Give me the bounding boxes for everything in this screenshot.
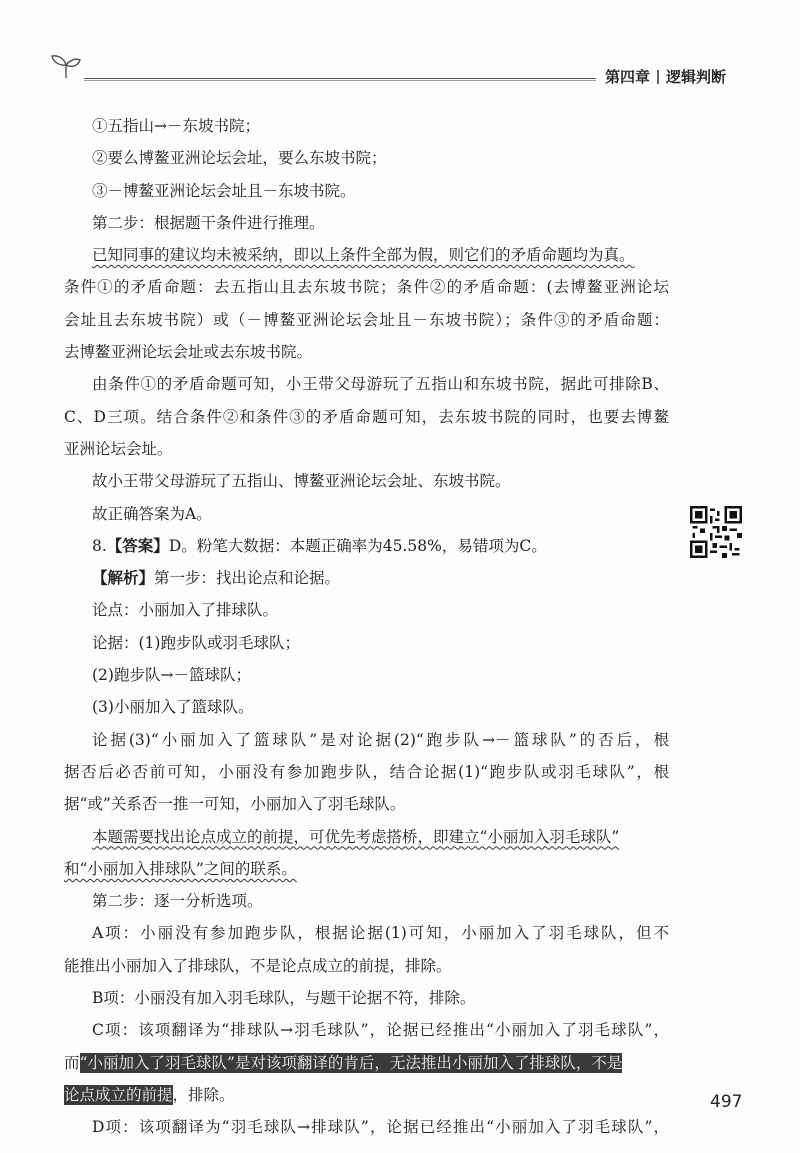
text-line: 第二步：根据题干条件进行推理。 <box>92 213 325 232</box>
page-header <box>0 0 800 100</box>
text-line: 去博鳌亚洲论坛会址或去东坡书院。 <box>64 343 313 362</box>
qr-code <box>690 506 742 558</box>
text-line: 条件①的矛盾命题：去五指山且去东坡书院；条件②的矛盾命题：(去博鳌亚洲论坛 <box>64 278 669 297</box>
wavy-underlined-text: 和“小丽加入排球队”之间的联系。 <box>64 859 297 878</box>
text-line: 故正确答案为A。 <box>92 504 212 523</box>
wavy-underlined-text: 本题需要找出论点成立的前提，可优先考虑搭桥，即建立“小丽加入羽毛球队” <box>92 827 620 846</box>
analysis-line <box>64 562 669 594</box>
text-line: (2)跑步队→－篮球队； <box>92 666 251 685</box>
text-line: C、D三项。结合条件②和条件③的矛盾命题可知，去东坡书院的同时，也要去博鳌 <box>64 407 669 426</box>
analysis-tag: 【解析】 <box>92 568 155 588</box>
conjunction-text: 而 <box>64 1053 80 1072</box>
chapter-label: 第四章 <box>605 68 651 86</box>
page-body <box>64 110 669 1144</box>
answer-line <box>64 530 669 562</box>
header-rule-thin <box>84 80 596 81</box>
text-line: D项：该项翻译为“羽毛球队→排球队”，论据已经推出“小丽加入了羽毛球队”， <box>92 1118 669 1137</box>
text-line: C项：该项翻译为“排球队→羽毛球队”，论据已经推出“小丽加入了羽毛球队”， <box>92 1021 669 1040</box>
text-line <box>64 853 669 885</box>
text-line: (3)小丽加入了篮球队。 <box>92 698 254 717</box>
text-line: 由条件①的矛盾命题可知，小王带父母游玩了五指山和东坡书院，据此可排除B、 <box>92 375 669 394</box>
text-line: 论据(3)“小丽加入了篮球队”是对论据(2)“跑步队→－篮球队”的否后，根 <box>92 730 669 749</box>
page-number: 497 <box>710 1092 743 1112</box>
answer-text: D。粉笔大数据：本题正确率为45.58%，易错项为C。 <box>168 536 547 555</box>
text-line: 论点：小丽加入了排球队。 <box>92 601 279 620</box>
text-line: ①五指山→－东坡书院； <box>92 117 260 135</box>
text-line <box>64 1079 669 1111</box>
chapter-separator <box>657 70 659 84</box>
highlighted-text: “小丽加入了羽毛球队”是对该项翻译的肯后，无法推出小丽加入了排球队，不是 <box>79 1053 623 1072</box>
text-line: 能推出小丽加入了排球队，不是论点成立的前提，排除。 <box>64 956 452 975</box>
text-line <box>64 821 669 853</box>
text-line: 论据：(1)跑步队或羽毛球队； <box>92 633 300 652</box>
text-line: ③－博鳌亚洲论坛会址且－东坡书院。 <box>92 181 356 200</box>
wavy-underlined-text: 已知同事的建议均未被采纳，即以上条件全部为假，则它们的矛盾命题均为真。 <box>92 246 635 265</box>
analysis-text: 第一步：找出论点和论据。 <box>154 569 341 588</box>
text-line: A项：小丽没有参加跑步队，根据论据(1)可知，小丽加入了羽毛球队，但不 <box>92 924 669 943</box>
question-number: 8. <box>92 536 107 555</box>
text-line: 据否后必否前可知，小丽没有参加跑步队，结合论据(1)“跑步队或羽毛球队”，根 <box>64 762 669 781</box>
answer-tag: 【答案】 <box>106 535 169 555</box>
text-line: 亚洲论坛会址。 <box>64 439 173 458</box>
text-line <box>64 239 669 271</box>
sprout-icon <box>50 52 82 80</box>
plain-text: ，排除。 <box>172 1085 235 1104</box>
chapter-title: 逻辑判断 <box>666 68 727 86</box>
text-line <box>64 1047 669 1079</box>
text-line: 第二步：逐一分析选项。 <box>92 892 263 911</box>
text-line: 据“或”关系否一推一可知，小丽加入了羽毛球队。 <box>64 795 406 814</box>
highlighted-text: 论点成立的前提 <box>64 1085 173 1104</box>
text-line: 故小王带父母游玩了五指山、博鳌亚洲论坛会址、东坡书院。 <box>92 472 511 491</box>
text-line: B项：小丽没有加入羽毛球队，与题干论据不符，排除。 <box>92 989 476 1008</box>
chapter-heading <box>605 66 726 87</box>
text-line: 会址且去东坡书院）或（－博鳌亚洲论坛会址且－东坡书院）；条件③的矛盾命题： <box>64 310 669 329</box>
text-line: ②要么博鳌亚洲论坛会址，要么东坡书院； <box>92 149 387 168</box>
header-rule <box>84 78 596 79</box>
